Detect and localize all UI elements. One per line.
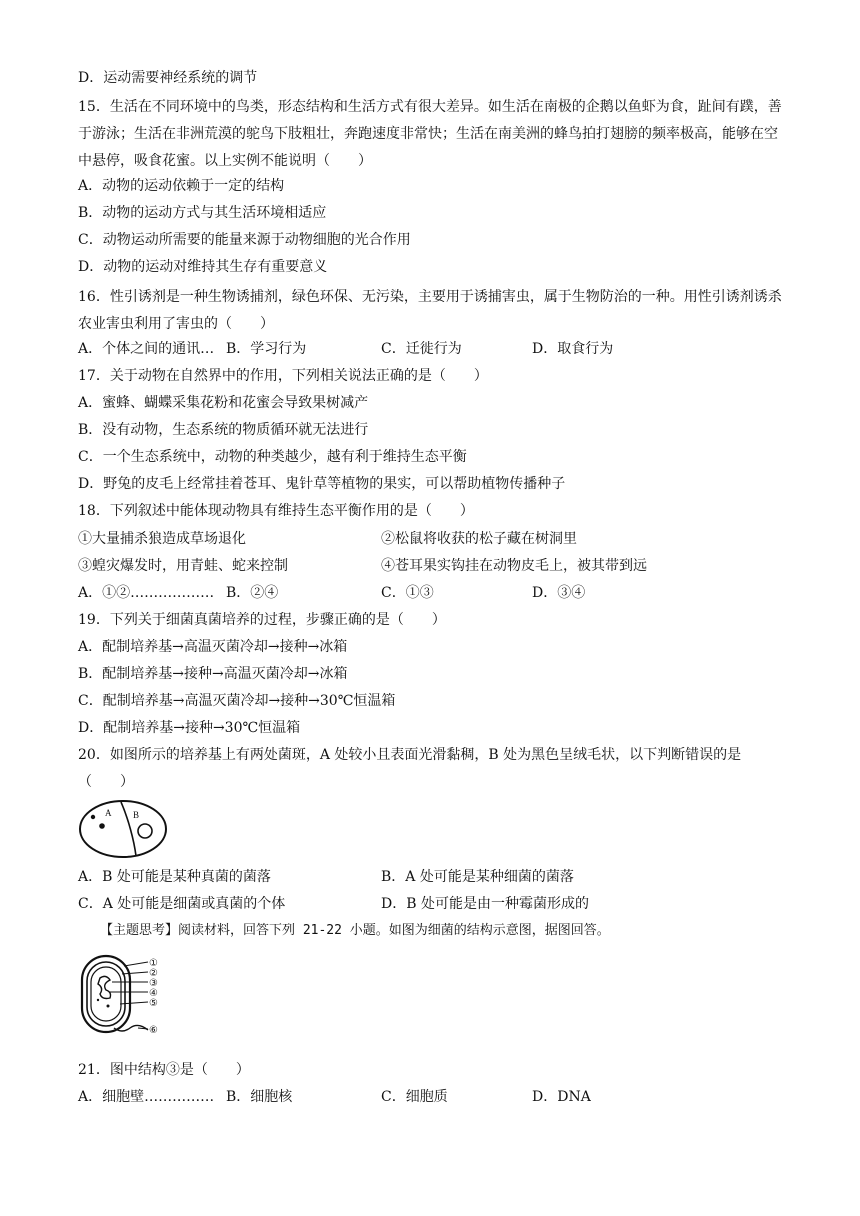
q15-stem: 15．生活在不同环境中的鸟类，形态结构和生活方式有很大差异。如生活在南极的企鹅以鱼虾为食，趾间有蹼，善于游泳；生活在非洲荒漠的鸵鸟下肢粗壮，奔跑速度非常快；生活在南美洲的蜂鸟拍打翅膀的频率极高，能够在空中悬停，吸食花蜜。以上实例不能说明（ ） (78, 99, 782, 169)
colony-a-label: A (105, 808, 112, 818)
q21-option-c: C．细胞质 (381, 1089, 448, 1105)
q21-stem: 21．图中结构③是（ ） (78, 1062, 250, 1078)
q20-options-2 (78, 894, 784, 914)
q15-option-b: B．动物的运动方式与其生活环境相适应 (78, 205, 327, 221)
colony-b-label: B (133, 810, 140, 820)
q19-stem: 19．下列关于细菌真菌培养的过程，步骤正确的是（ ） (78, 612, 446, 628)
q18-option-d: D．③④ (532, 585, 586, 601)
q18-statements-2 (78, 556, 784, 576)
q20-option-c: C．A 处可能是细菌或真菌的个体 (78, 896, 286, 912)
q19-option-d: D．配制培养基→接种→30℃恒温箱 (78, 720, 301, 736)
q21-option-b: B．细胞核 (226, 1089, 293, 1105)
bacteria-label-6: ⑥ (149, 1025, 158, 1036)
q20-options-1 (78, 867, 784, 887)
q21-option-d: D．DNA (532, 1089, 591, 1105)
q16-option-a: A．个体之间的通讯… (78, 341, 215, 357)
q15-option-d: D．动物的运动对维持其生存有重要意义 (78, 259, 328, 275)
q18-statements-1 (78, 529, 784, 549)
q18-statement-2: ②松鼠将收获的松子藏在树洞里 (381, 531, 577, 547)
q17-option-b: B．没有动物，生态系统的物质循环就无法进行 (78, 422, 369, 438)
bacteria-label-4: ④ (149, 988, 158, 999)
colony-b-circle (138, 824, 152, 838)
q16-option-d: D．取食行为 (532, 341, 614, 357)
q16-option-c: C．迁徙行为 (381, 341, 462, 357)
q19-option-a: A．配制培养基→高温灭菌冷却→接种→冰箱 (78, 639, 348, 655)
q18-options (78, 583, 784, 603)
q18-option-c: C．①③ (381, 585, 434, 601)
q18-option-a: A．①②……………… (78, 585, 215, 601)
label-line-1 (124, 962, 148, 966)
bacteria-granule-2 (97, 999, 99, 1001)
petri-dish-outline (80, 801, 166, 857)
bacteria-label-2: ② (149, 968, 158, 979)
q16-stem: 16．性引诱剂是一种生物诱捕剂，绿色环保、无污染，主要用于诱捕害虫，属于生物防治的一种。用性引诱剂诱杀农业害虫利用了害虫的（ ） (78, 289, 782, 332)
label-line-2 (122, 972, 148, 974)
bacteria-structure-figure (78, 952, 188, 1042)
q18-option-b: B．②④ (226, 585, 279, 601)
colony-a-dot-2 (99, 823, 105, 829)
q19-option-c: C．配制培养基→高温灭菌冷却→接种→30℃恒温箱 (78, 693, 396, 709)
q21-option-a: A．细胞壁…………… (78, 1089, 215, 1105)
bacteria-label-5: ⑤ (149, 998, 158, 1009)
bacteria-label-3: ③ (149, 978, 158, 989)
bacteria-dna-region (98, 976, 111, 998)
q20-stem: 20．如图所示的培养基上有两处菌斑，A 处较小且表面光滑黏稠，B 处为黑色呈绒毛状，以下判断错误的是（ ） (78, 747, 742, 790)
q17-option-d: D．野兔的皮毛上经常挂着苍耳、鬼针草等植物的果实，可以帮助植物传播种子 (78, 476, 566, 492)
bacteria-granule-1 (107, 1005, 110, 1008)
q15-option-a: A．动物的运动依赖于一定的结构 (78, 178, 285, 194)
bacteria-label-1: ① (149, 958, 158, 969)
q18-statement-1: ①大量捕杀狼造成草场退化 (78, 531, 246, 547)
q20-option-a: A．B 处可能是某种真菌的菌落 (78, 869, 271, 885)
bacteria-cell-membrane (91, 967, 121, 1021)
q17-option-a: A．蜜蜂、蝴蝶采集花粉和花蜜会导致果树减产 (78, 395, 369, 411)
q20-option-b: B．A 处可能是某种细菌的菌落 (381, 869, 574, 885)
q17-stem: 17．关于动物在自然界中的作用，下列相关说法正确的是（ ） (78, 368, 488, 384)
q18-statement-3: ③蝗灾爆发时，用青蛙、蛇来控制 (78, 558, 288, 574)
q15-option-c: C．动物运动所需要的能量来源于动物细胞的光合作用 (78, 232, 411, 248)
petri-dish-figure (78, 796, 170, 860)
colony-a-dot-1 (91, 815, 95, 819)
q20-option-d: D．B 处可能是由一种霉菌形成的 (381, 896, 589, 912)
q17-option-c: C．一个生态系统中，动物的种类越少，越有利于维持生态平衡 (78, 449, 467, 465)
q16-options (78, 339, 784, 359)
theme-intro: 【主题思考】阅读材料，回答下列 21-22 小题。如图为细菌的结构示意图，据图回答。 (100, 923, 610, 938)
q18-statement-4: ④苍耳果实钩挂在动物皮毛上，被其带到远 (381, 558, 647, 574)
q14-option-d: D．运动需要神经系统的调节 (78, 70, 258, 86)
q21-options (78, 1087, 784, 1107)
q16-option-b: B．学习行为 (226, 341, 307, 357)
label-line-5 (120, 1002, 148, 1004)
bacteria-cell-wall (87, 962, 125, 1026)
q19-option-b: B．配制培养基→接种→高温灭菌冷却→冰箱 (78, 666, 348, 682)
q18-stem: 18．下列叙述中能体现动物具有维持生态平衡作用的是（ ） (78, 503, 474, 519)
